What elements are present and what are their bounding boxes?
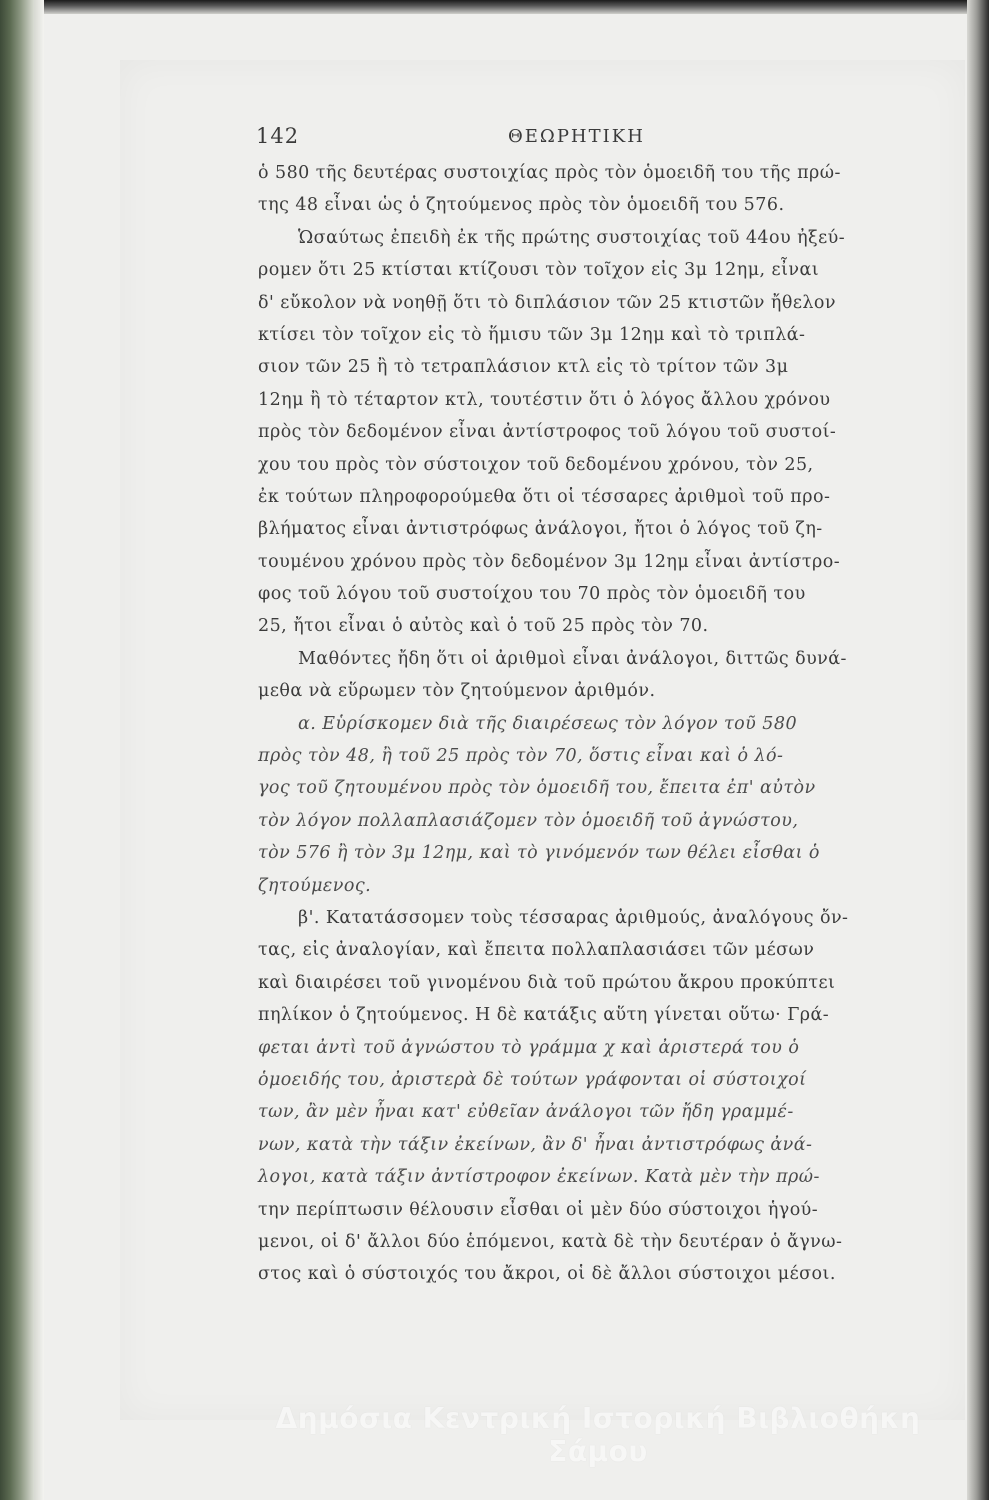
page-number: 142: [256, 124, 300, 148]
text-line: πρὸς τὸν δεδομένον εἶναι ἀντίστροφος τοῦ λόγου τοῦ συστοί-: [258, 422, 837, 443]
text-line: Ὡσαύτως ἐπειδὴ ἐκ τῆς πρώτης συστοιχίας τοῦ 44ου ἠξεύ-: [298, 227, 846, 248]
book-binding-edge: [0, 0, 34, 1500]
running-title: ΘΕΩΡΗΤΙΚΗ: [508, 126, 645, 147]
text-line: την περίπτωσιν θέλουσιν εἶσθαι οἱ μὲν δύο σύστοιχοι ἡγού-: [258, 1199, 819, 1220]
text-line: σιον τῶν 25 ἢ τὸ τετραπλάσιον κτλ εἰς τὸ τρίτον τῶν 3μ: [258, 357, 789, 378]
text-line: 25, ἤτοι εἶναι ὁ αὐτὸς καὶ ὁ τοῦ 25 πρὸς τὸν 70.: [258, 616, 709, 637]
text-line: γος τοῦ ζητουμένου πρὸς τὸν ὁμοειδῆ του, ἔπειτα ἐπ' αὐτὸν: [258, 778, 816, 799]
text-line: β'. Κατατάσσομεν τοὺς τέσσαρας ἀριθμούς, ἀναλόγους ὄν-: [298, 907, 849, 928]
text-line: μενοι, οἱ δ' ἄλλοι δύο ἑπόμενοι, κατὰ δὲ τὴν δευτέραν ὁ ἄγνω-: [258, 1231, 843, 1252]
text-line: ἐκ τούτων πληροφορούμεθα ὅτι οἱ τέσσαρες ἀριθμοὶ τοῦ προ-: [258, 486, 831, 507]
text-line: τας, εἰς ἀναλογίαν, καὶ ἔπειτα πολλαπλασιάσει τῶν μέσων: [258, 940, 815, 961]
text-line: τὸν 576 ἢ τὸν 3μ 12ημ, καὶ τὸ γινόμενόν των θέλει εἶσθαι ὁ: [258, 843, 820, 864]
text-line: ὁ 580 τῆς δευτέρας συστοιχίας πρὸς τὸν ὁμοειδῆ του τῆς πρώ-: [258, 163, 841, 183]
text-line: φος τοῦ λόγου τοῦ συστοίχου του 70 πρὸς τὸν ὁμοειδῆ του: [258, 584, 806, 605]
text-line: ὁμοειδής του, ἀριστερὰ δὲ τούτων γράφονται οἱ σύστοιχοί: [258, 1069, 807, 1090]
body-text: [258, 157, 948, 1291]
text-line: νων, κατὰ τὴν τάξιν ἐκείνων, ἂν δ' ἦναι ἀντιστρόφως ἀνά-: [258, 1134, 813, 1155]
text-line: στος καὶ ὁ σύστοιχός του ἄκροι, οἱ δὲ ἄλλοι σύστοιχοι μέσοι.: [258, 1264, 836, 1285]
text-line: λογοι, κατὰ τάξιν ἀντίστροφον ἐκείνων. Κατὰ μὲν τὴν πρώ-: [258, 1167, 820, 1188]
text-line: πηλίκον ὁ ζητούμενος. Η δὲ κατάξις αὕτη γίνεται οὕτω· Γρά-: [258, 1005, 830, 1026]
text-line: Μαθόντες ἤδη ὅτι οἱ ἀριθμοὶ εἶναι ἀνάλογοι, διττῶς δυνά-: [298, 648, 847, 669]
text-line: α. Εὑρίσκομεν διὰ τῆς διαιρέσεως τὸν λόγον τοῦ 580: [298, 713, 798, 734]
text-line: καὶ διαιρέσει τοῦ γινομένου διὰ τοῦ πρώτου ἄκρου προκύπτει: [258, 972, 836, 993]
text-line: ζητούμενος.: [258, 875, 372, 896]
text-line: 12ημ ἢ τὸ τέταρτον κτλ, τουτέστιν ὅτι ὁ λόγος ἄλλου χρόνου: [258, 389, 831, 410]
text-line: δ' εὔκολον νὰ νοηθῇ ὅτι τὸ διπλάσιον τῶν 25 κτιστῶν ἤθελον: [258, 292, 836, 313]
scan-right-edge: [967, 0, 989, 1500]
text-line: τὸν λόγον πολλαπλασιάζομεν τὸν ὁμοειδῆ τοῦ ἀγνώστου,: [258, 810, 799, 831]
page-header: [256, 124, 956, 154]
text-line: των, ἂν μὲν ἦναι κατ' εὐθεῖαν ἀνάλογοι τῶν ἤδη γραμμέ-: [258, 1102, 794, 1123]
text-line: φεται ἀντὶ τοῦ ἀγνώστου τὸ γράμμα χ καὶ ἀριστερά του ὁ: [258, 1037, 800, 1058]
library-watermark: Δημόσια Κεντρική Ιστορική Βιβλιοθήκη Σάμου: [275, 1402, 921, 1468]
scan-top-edge: [0, 0, 989, 14]
page-gutter: [34, 0, 44, 1500]
text-line: ρομεν ὅτι 25 κτίσται κτίζουσι τὸν τοῖχον εἰς 3μ 12ημ, εἶναι: [258, 260, 820, 281]
text-line: μεθα νὰ εὕρωμεν τὸν ζητούμενον ἀριθμόν.: [258, 681, 656, 702]
text-line: τουμένου χρόνου πρὸς τὸν δεδομένον 3μ 12ημ εἶναι ἀντίστρο-: [258, 551, 841, 572]
text-line: κτίσει τὸν τοῖχον εἰς τὸ ἥμισυ τῶν 3μ 12ημ καὶ τὸ τριπλά-: [258, 324, 806, 345]
text-line: βλήματος εἶναι ἀντιστρόφως ἀνάλογοι, ἤτοι ὁ λόγος τοῦ ζη-: [258, 519, 823, 540]
text-line: της 48 εἶναι ὡς ὁ ζητούμενος πρὸς τὸν ὁμοειδῆ του 576.: [258, 195, 785, 216]
text-line: χου του πρὸς τὸν σύστοιχον τοῦ δεδομένου χρόνου, τὸν 25,: [258, 454, 814, 475]
text-line: πρὸς τὸν 48, ἢ τοῦ 25 πρὸς τὸν 70, ὅστις εἶναι καὶ ὁ λό-: [258, 746, 784, 767]
